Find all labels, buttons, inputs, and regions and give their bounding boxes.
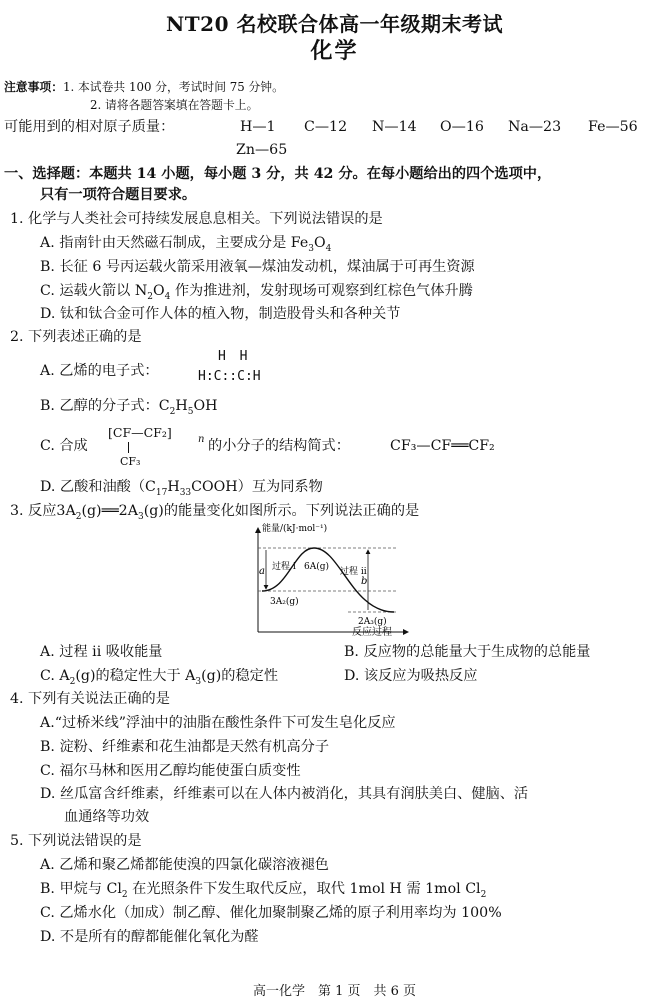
q4-option-b: B. 淀粉、纤维素和花生油都是天然有机高分子 [40,739,330,755]
notice-item-2: 2. 请将各题答案填在答题卡上。 [90,98,259,112]
q2-stem: 2. 下列表述正确的是 [10,329,142,345]
q1-c-sub1: 2 [147,291,153,302]
mass-h: H—1 [240,119,276,135]
q1-option-c [40,282,473,300]
mass-zn: Zn—65 [236,142,288,158]
q2-c-formula: CF₃—CF══CF₂ [390,438,495,454]
q5-option-b [40,880,486,898]
q3-c-sub1: 2 [69,676,76,687]
path-i-label: 过程 i [272,562,296,572]
q2-b-sub1: 2 [169,406,176,417]
mass-c: C—12 [304,119,348,135]
q2-c-n: n [198,434,205,445]
q2-c-cf3: CF₃ [120,455,141,468]
q1-c-sub2: 4 [164,291,171,302]
gap-b-label: b [361,576,368,587]
q5-option-d: D. 不是所有的醇都能催化氧化为醛 [40,929,259,945]
energy-diagram [248,522,418,640]
q1-stem: 1. 化学与人类社会可持续发展息息相关。下列说法错误的是 [10,211,383,227]
q5-b-sub1: 2 [121,889,128,900]
q5-b-pre: B. 甲烷与 Cl [40,881,122,897]
q3-stem [10,502,419,520]
q1-c-pre: C. 运载火箭以 N [40,283,148,299]
q3-c-pre: C. A [40,668,70,684]
q3-stem-post: (g)的能量变化如图所示。下列说法正确的是 [143,503,420,519]
q4-stem: 4. 下列有关说法正确的是 [10,691,170,707]
section-heading-line-1: 一、选择题：本题共 14 小题，每小题 3 分，共 42 分。在每小题给出的四个选项中， [4,166,552,182]
q3-option-c [40,667,278,685]
q3-stem-pre: 3. 反应3A [10,503,76,519]
q1-c-mid: O [152,283,165,299]
q1-option-d: D. 钛和钛合金可作人体的植入物，制造股骨头和各种关节 [40,306,401,322]
q2-a-electron-formula: H:C::C:H [198,369,261,384]
q3-c-mid: (g)的稳定性大于 A [75,668,196,684]
q2-option-c-label: C. 合成 [40,438,88,454]
q2-b-sub2: 5 [187,406,194,417]
q2-c-mid: 的小分子的结构简式： [208,438,350,454]
q2-c-bond [128,442,129,453]
gap-a-label: a [259,566,265,577]
q2-option-a: A. 乙烯的电子式： [40,363,159,379]
peak-label: 6A(g) [304,562,330,572]
q2-b-post: OH [193,398,218,414]
diagram-ylabel: 能量/(kJ·mol⁻¹) [262,524,328,534]
q2-b-pre: B. 乙醇的分子式：C [40,398,170,414]
q3-c-sub2: 3 [195,676,202,687]
q2-d-pre: D. 乙酸和油酸（C [40,479,156,495]
q1-a-mid: O [313,235,326,251]
q3-stem-sub1: 2 [75,511,82,522]
q4-option-d-cont: 血通络等功效 [64,809,150,825]
q2-b-mid: H [175,398,188,414]
q2-option-d [40,478,323,496]
notice-item-1: 1. 本试卷共 100 分，考试时间 75 分钟。 [63,80,284,94]
page-footer: 高一化学 第 1 页 共 6 页 [252,984,417,999]
mass-na: Na—23 [508,119,562,135]
product-label: 2A₃(g) [358,617,387,627]
q1-option-a [40,234,331,252]
q2-d-sub1: 17 [155,487,168,498]
notice-line-1 [4,78,284,96]
q3-option-b: B. 反应物的总能量大于生成物的总能量 [344,644,591,660]
q2-a-hydrogens: H H [218,349,251,364]
q3-stem-sub2: 3 [137,511,144,522]
q4-option-d: D. 丝瓜富含纤维素，纤维素可以在人体内被消化，其具有润肤美白、健脑、活 [40,786,529,802]
q3-option-d: D. 该反应为吸热反应 [344,668,478,684]
q1-a-sub1: 3 [308,243,314,254]
atomic-mass-label: 可能用到的相对原子质量： [4,119,175,135]
mass-o: O—16 [440,119,484,135]
q5-b-mid: 在光照条件下发生取代反应，取代 1mol H 需 1mol Cl [127,881,481,897]
q3-stem-mid: (g)══2A [81,503,138,519]
q2-d-sub2: 33 [179,487,192,498]
q1-c-post: 作为推进剂，发射现场可观察到红棕色气体升腾 [170,283,473,299]
q2-d-post: COOH）互为同系物 [191,479,323,495]
reactant-label: 3A₂(g) [270,597,299,607]
atomic-mass-line [4,118,664,136]
q5-option-a: A. 乙烯和聚乙烯都能使溴的四氯化碳溶液褪色 [40,857,329,873]
q2-d-mid: H [167,479,180,495]
q3-c-post: (g)的稳定性 [201,668,279,684]
path-ii-label: 过程 ii [340,567,367,577]
q1-a-text: A. 指南针由天然磁石制成，主要成分是 Fe [40,235,309,251]
exam-title: NT20 名校联合体高一年级期末考试 [166,12,503,36]
subject-title: 化学 [310,38,359,64]
q5-option-c: C. 乙烯水化（加成）制乙醇、催化加聚制聚乙烯的原子利用率均为 100% [40,905,502,921]
q2-option-b [40,397,217,415]
q5-stem: 5. 下列说法错误的是 [10,833,142,849]
mass-fe: Fe—56 [588,119,638,135]
q1-a-sub2: 4 [325,243,332,254]
section-heading-line-2: 只有一项符合题目要求。 [40,187,197,203]
q3-option-a: A. 过程 ii 吸收能量 [40,644,163,660]
q5-b-sub2: 2 [480,889,487,900]
q4-option-a: A.“过桥米线”浮油中的油脂在酸性条件下可发生皂化反应 [40,715,396,731]
mass-n: N—14 [372,119,417,135]
q2-c-polymer: [CF—CF₂] [108,425,172,440]
q4-option-c: C. 福尔马林和医用乙醇均能使蛋白质变性 [40,763,301,779]
diagram-xlabel: 反应过程 [352,627,392,638]
q1-option-b: B. 长征 6 号丙运载火箭采用液氧—煤油发动机，煤油属于可再生资源 [40,259,475,275]
notice-label: 注意事项： [4,80,63,94]
